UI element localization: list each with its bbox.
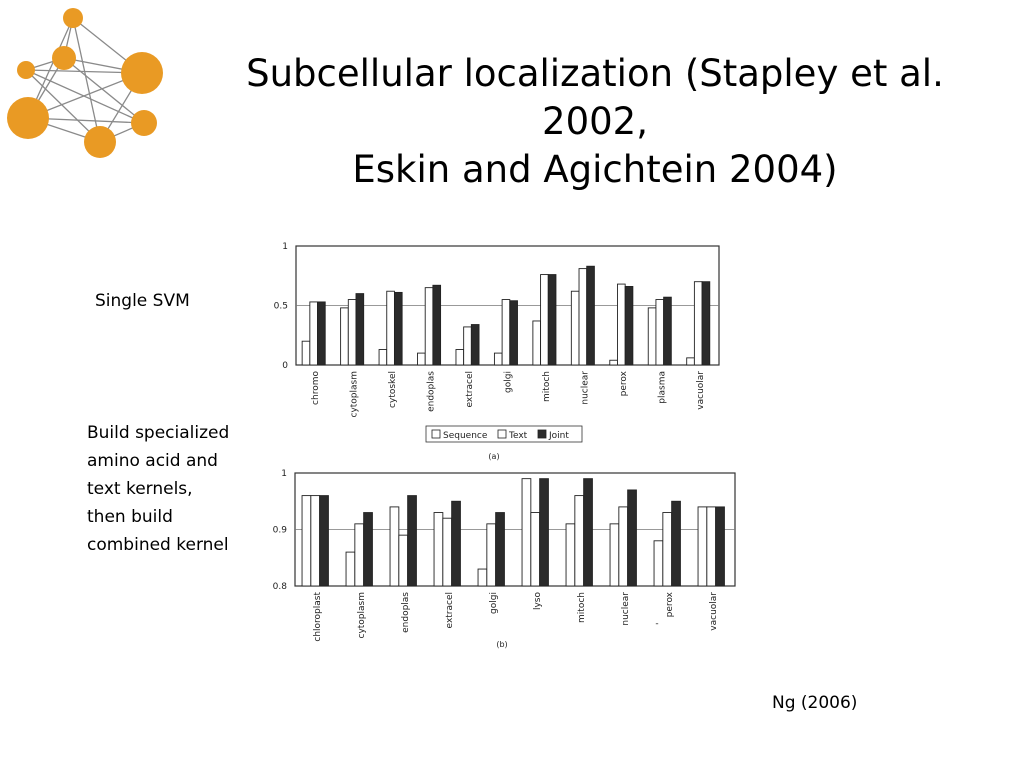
bar-series-1 bbox=[610, 524, 619, 586]
bar-joint bbox=[702, 282, 710, 365]
bar-sequence bbox=[418, 353, 426, 365]
chart-caption: (b) bbox=[496, 640, 508, 649]
bar-series-3 bbox=[364, 513, 373, 586]
bar-series-3 bbox=[672, 501, 681, 586]
bar-chart-combined-kernel bbox=[260, 464, 750, 654]
bar-series-1 bbox=[434, 513, 443, 586]
legend-label-joint: Joint bbox=[549, 431, 569, 441]
bar-joint bbox=[548, 275, 556, 365]
x-tick-label: perox bbox=[618, 371, 629, 397]
bar-series-3 bbox=[584, 479, 593, 586]
bar-joint bbox=[664, 297, 672, 365]
bar-series-2 bbox=[399, 535, 408, 586]
x-tick-label: vacuolar bbox=[695, 371, 706, 410]
bar-sequence bbox=[341, 308, 349, 365]
bar-text bbox=[310, 302, 318, 365]
legend-swatch-joint bbox=[538, 430, 546, 438]
bar-series-3 bbox=[408, 496, 417, 586]
bar-joint bbox=[471, 325, 479, 365]
bar-text bbox=[464, 327, 472, 365]
bar-text bbox=[541, 275, 549, 365]
x-tick-label: cytoskel bbox=[388, 371, 399, 408]
x-tick-label: extracel bbox=[465, 371, 476, 408]
x-tick-label: cytoplasm bbox=[349, 371, 360, 418]
legend-swatch-text bbox=[498, 430, 506, 438]
y-tick-label: 0 bbox=[282, 361, 288, 371]
bar-series-1 bbox=[346, 552, 355, 586]
bar-text bbox=[656, 300, 664, 365]
combined-kernel-label-line: combined kernel bbox=[87, 535, 229, 555]
network-graph-icon bbox=[0, 0, 170, 165]
slide-title-line: Eskin and Agichtein 2004) bbox=[352, 148, 838, 191]
y-tick-label: 1 bbox=[282, 242, 288, 252]
bar-series-3 bbox=[496, 513, 505, 586]
bar-joint bbox=[587, 266, 595, 365]
bar-series-2 bbox=[575, 496, 584, 586]
bar-sequence bbox=[610, 360, 618, 365]
bar-series-1 bbox=[302, 496, 311, 586]
slide-title-line: Subcellular localization (Stapley et al. 2002, bbox=[246, 52, 944, 143]
y-tick-label: 0.9 bbox=[272, 525, 287, 536]
bar-series-1 bbox=[390, 507, 399, 586]
combined-kernel-label-line: Build specialized bbox=[87, 423, 230, 443]
bar-chart-single-svm bbox=[260, 236, 730, 466]
bar-sequence bbox=[648, 308, 656, 365]
bar-series-3 bbox=[716, 507, 725, 586]
bar-sequence bbox=[379, 350, 387, 365]
bar-series-3 bbox=[320, 496, 329, 586]
x-tick-label: chloroplast bbox=[313, 592, 323, 642]
x-tick-label: lyso bbox=[533, 592, 543, 611]
bar-series-2 bbox=[663, 513, 672, 586]
x-tick-label: perox bbox=[665, 592, 675, 618]
x-tick-label: golgi bbox=[503, 371, 514, 393]
single-svm-label: Single SVM bbox=[95, 291, 190, 311]
x-tick-label: plasma bbox=[657, 371, 668, 404]
bar-series-2 bbox=[707, 507, 716, 586]
bar-joint bbox=[318, 302, 326, 365]
bar-series-2 bbox=[487, 524, 496, 586]
bar-joint bbox=[356, 294, 364, 365]
bar-series-1 bbox=[478, 569, 487, 586]
bar-series-1 bbox=[698, 507, 707, 586]
bar-series-1 bbox=[566, 524, 575, 586]
x-tick-label: cytoplasm bbox=[357, 592, 367, 639]
x-tick-label: endoplas bbox=[426, 371, 437, 412]
y-tick-label: 1 bbox=[281, 469, 287, 479]
x-tick-label: mitoch bbox=[541, 371, 552, 402]
chart-caption: (a) bbox=[488, 452, 500, 461]
bar-sequence bbox=[687, 358, 695, 365]
bar-series-1 bbox=[522, 479, 531, 586]
logo-nodes bbox=[7, 8, 163, 158]
legend-label-sequence: Sequence bbox=[443, 431, 488, 441]
combined-kernel-label bbox=[87, 419, 229, 559]
bar-series-2 bbox=[355, 524, 364, 586]
bar-joint bbox=[510, 301, 518, 365]
bar-text bbox=[694, 282, 702, 365]
bar-text bbox=[425, 288, 433, 365]
bar-text bbox=[387, 291, 395, 365]
bar-series-1 bbox=[654, 541, 663, 586]
bar-joint bbox=[625, 286, 633, 365]
citation: Ng (2006) bbox=[772, 693, 858, 713]
bar-series-2 bbox=[619, 507, 628, 586]
legend-label-text: Text bbox=[509, 431, 528, 441]
y-tick-label: 0.8 bbox=[272, 582, 287, 592]
legend-swatch-sequence bbox=[432, 430, 440, 438]
x-tick-label: chromo bbox=[311, 371, 322, 405]
x-tick-label: nuclear bbox=[580, 371, 591, 405]
bar-sequence bbox=[302, 341, 310, 365]
bar-text bbox=[348, 300, 356, 365]
combined-kernel-label-line: text kernels, bbox=[87, 479, 193, 499]
slide-title bbox=[190, 50, 1000, 194]
bar-series-3 bbox=[628, 490, 637, 586]
x-tick-label: golgi bbox=[489, 592, 499, 614]
combined-kernel-label-line: amino acid and bbox=[87, 451, 218, 471]
bar-series-2 bbox=[531, 513, 540, 586]
bar-text bbox=[502, 300, 510, 365]
x-tick-mark: - bbox=[655, 619, 659, 629]
x-tick-label: endoplas bbox=[401, 592, 411, 633]
bar-text bbox=[617, 284, 625, 365]
x-tick-label: vacuolar bbox=[709, 592, 719, 631]
bar-sequence bbox=[533, 321, 541, 365]
combined-kernel-label-line: then build bbox=[87, 507, 173, 527]
y-tick-label: 0.5 bbox=[273, 301, 288, 312]
x-tick-label: mitoch bbox=[577, 592, 587, 623]
bar-series-2 bbox=[443, 518, 452, 586]
bar-series-3 bbox=[540, 479, 549, 586]
bar-series-3 bbox=[452, 501, 461, 586]
bar-sequence bbox=[571, 291, 579, 365]
x-tick-label: nuclear bbox=[621, 592, 631, 626]
x-tick-label: extracel bbox=[445, 592, 455, 629]
bar-joint bbox=[433, 285, 441, 365]
bar-sequence bbox=[494, 353, 502, 365]
bar-text bbox=[579, 269, 587, 365]
bar-joint bbox=[394, 292, 402, 365]
bar-sequence bbox=[456, 350, 464, 365]
bar-series-2 bbox=[311, 496, 320, 586]
